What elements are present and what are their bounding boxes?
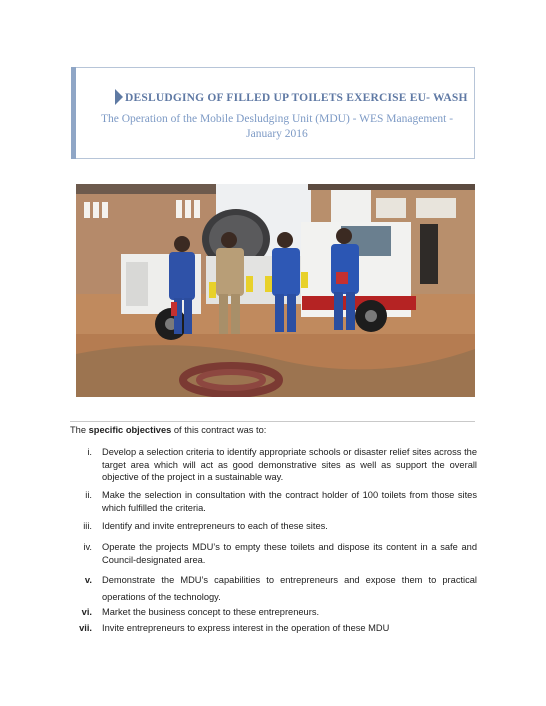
team-photo — [76, 184, 475, 397]
objective-number: i. — [87, 447, 92, 457]
objective-number: iii. — [83, 521, 92, 531]
objective-item — [70, 622, 480, 635]
objective-text: Market the business concept to these entrepreneurs. — [102, 607, 320, 617]
title-accent-bar — [71, 67, 76, 159]
objective-item — [70, 572, 480, 602]
objective-text: Develop a selection criteria to identify appropriate schools or disaster relief sites across the target area which will act as good demonstrative sites as well as support the overall objective of the project in a sustainable way. — [102, 447, 477, 482]
objective-text: Demonstrate the MDU’s capabilities to entrepreneurs and expose them to practical operations of the technology. — [102, 575, 477, 602]
objective-number: ii. — [85, 490, 92, 500]
objective-number: v. — [84, 575, 92, 585]
intro-prefix: The — [70, 425, 89, 435]
intro-bold: specific objectives — [88, 425, 172, 435]
objectives-intro — [70, 425, 266, 435]
photo-icon — [76, 184, 475, 397]
objective-item — [70, 489, 480, 515]
objective-number: iv. — [83, 542, 92, 552]
document-subtitle: The Operation of the Mobile Desludging Unit (MDU) - WES Management - January 2016 — [100, 113, 454, 140]
objective-number: vii. — [79, 623, 92, 633]
section-divider — [70, 421, 475, 422]
objective-number: vi. — [81, 607, 92, 617]
objective-text: Operate the projects MDU’s to empty these toilets and dispose its content in a safe and Council-designated area. — [102, 542, 477, 565]
objective-text: Invite entrepreneurs to express interest in the operation of these MDU — [102, 623, 390, 633]
objective-text: Identify and invite entrepreneurs to each of these sites. — [102, 521, 328, 531]
objective-text: Make the selection in consultation with the contract holder of 100 toilets from those sites which fulfilled the criteria. — [102, 490, 477, 513]
title-box — [71, 67, 475, 159]
objective-item — [70, 446, 480, 484]
objective-item — [70, 606, 480, 619]
intro-suffix: of this contract was to: — [171, 425, 267, 435]
objective-item — [70, 520, 480, 533]
document-title: DESLUDGING OF FILLED UP TOILETS EXERCISE EU- WASH — [125, 92, 468, 104]
triangle-bullet-icon — [115, 89, 123, 105]
objective-item — [70, 541, 480, 567]
